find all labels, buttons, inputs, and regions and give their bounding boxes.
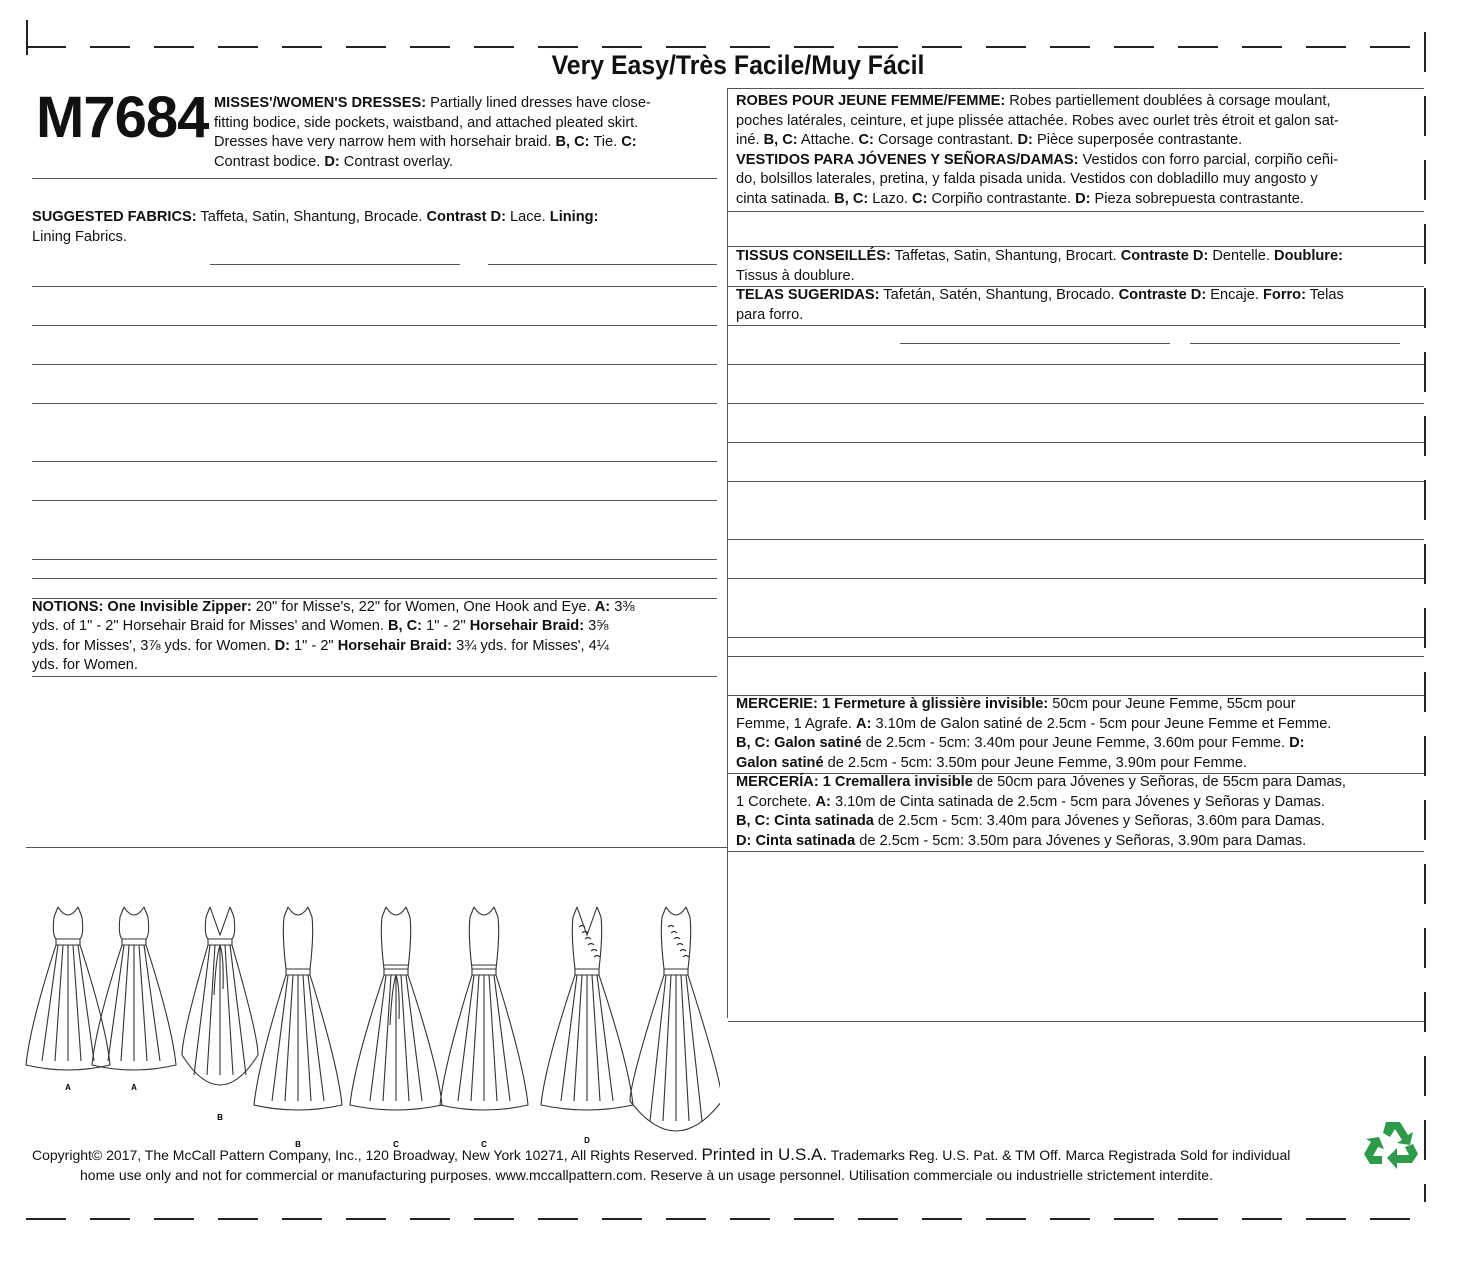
bodice-neckline	[662, 907, 690, 917]
skirt-pleat	[681, 975, 689, 1121]
skirt-pleat	[650, 975, 666, 1121]
rule	[728, 325, 1424, 326]
skirt-pleat	[592, 975, 600, 1101]
top-rule-right	[728, 88, 1424, 89]
rule	[728, 578, 1424, 579]
view-letter: A	[131, 1083, 137, 1092]
skirt-pleat	[663, 975, 671, 1121]
rule	[32, 178, 717, 179]
bodice	[661, 917, 690, 969]
waistband	[286, 969, 310, 975]
suggested-fabrics: SUGGESTED FABRICS: Taffeta, Satin, Shantung, Brocade. Contrast D: Lace. Lining:	[32, 209, 599, 225]
bodice	[469, 917, 498, 969]
rule	[728, 481, 1424, 482]
rule	[728, 442, 1424, 443]
usage-line: home use only and not for commercial or manufacturing purposes. www.mccallpattern.com. Reserve à un usage personnel. Utilisation commerciale ou industrielle strictement interdite.	[80, 1167, 1213, 1183]
lace-mark	[680, 950, 686, 952]
rule	[728, 364, 1424, 365]
lace-mark	[591, 950, 597, 952]
bodice-neckline	[120, 907, 148, 917]
lace-mark	[674, 938, 680, 940]
rule	[32, 500, 717, 501]
skirt-pleat	[383, 975, 391, 1101]
skirt-pleat	[121, 945, 129, 1061]
view-letter: B	[295, 1140, 301, 1149]
bodice-neckline	[470, 907, 498, 917]
lace-mark	[588, 944, 594, 946]
bodice-neckline	[54, 907, 82, 917]
lace-mark	[585, 938, 591, 940]
view-letter: C	[393, 1140, 399, 1149]
notions-es: MERCERÍA: 1 Cremallera invisible de 50cm para Jóvenes y Señoras, de 55cm para Damas, 1 Corchete. A: 3.10m de Cinta satinada de 2.5cm - 5cm para Jóvenes y Señoras y Damas. B, C: Cinta satinada de 2.5cm - 5cm: 3.40m para Jóvenes y Señoras, 3.60m para Damas. D: Cinta satinada de 2.5cm - 5cm: 3.50m para Jóvenes y Señoras, 3.90m para Damas.	[736, 774, 1346, 849]
recycle-icon	[1364, 1118, 1422, 1170]
rule	[728, 1021, 1424, 1022]
rule	[26, 847, 727, 848]
waistband	[208, 939, 232, 945]
suggested-fabrics-cont: Lining Fabrics.	[32, 229, 127, 245]
skirt-pleat	[207, 945, 215, 1075]
rule	[32, 559, 717, 560]
bodice	[572, 917, 601, 969]
waistband	[384, 969, 408, 975]
fabrics-fr-es: TELAS SUGERIDAS: Tafetán, Satén, Shantung, Brocado. Contraste D: Encaje. Forro: Telas	[736, 287, 1344, 303]
rule	[488, 264, 717, 265]
skirt-pleat	[225, 945, 233, 1075]
bodice	[381, 917, 410, 969]
rule	[210, 264, 460, 265]
skirt-pleat	[686, 975, 702, 1121]
column-divider	[727, 88, 728, 1018]
rule	[728, 656, 1424, 657]
bottom-cut-line	[26, 1218, 1426, 1220]
waistband	[575, 969, 599, 975]
lace-mark	[677, 944, 683, 946]
description-fr-es: ROBES POUR JEUNE FEMME/FEMME: Robes partiellement doublées à corsage moulant, poches latérales, ceinture, et jupe plissée attachée. Robes avec ourlet très étroit et galon sat- iné. B, C: Attache. C: Corsage contrastant. D: Pièce superposée contrastante. VESTIDOS PARA JÓVENES Y SEÑORAS/DAMAS: Vestidos con forro parcial, corpiño ceñi- do, bolsillos laterales, pretina, y falda pisada unida. Vestidos con dobladillo muy angosto y cinta satinada. B, C: Lazo. C: Corpiño contrastante. D: Pieza sobrepuesta contrastante.	[736, 93, 1339, 207]
waistband	[664, 969, 688, 975]
lace-mark	[683, 956, 689, 958]
right-cut-line	[1424, 32, 1426, 1202]
pattern-number: M7684	[36, 85, 209, 150]
tie	[390, 975, 399, 1025]
rule	[728, 211, 1424, 212]
skirt-pleat	[55, 945, 63, 1061]
lace-mark	[671, 932, 677, 934]
rule	[900, 343, 1170, 344]
rule	[32, 325, 717, 326]
bodice-neckline	[284, 907, 312, 917]
bodice-neckline	[206, 907, 234, 935]
skirt	[630, 975, 720, 1131]
skirt-pleat	[401, 975, 409, 1101]
rule	[728, 637, 1424, 638]
rule	[728, 539, 1424, 540]
rule	[32, 578, 717, 579]
bodice	[119, 917, 148, 939]
notions: NOTIONS: One Invisible Zipper: 20" for Misse's, 22" for Women, One Hook and Eye. A: 3⅜ yds. of 1" - 2" Horsehair Braid for Misses' and Women. B, C: 1" - 2" Horsehair Braid: 3⅝ yds. for Misses', 3⅞ yds. for Women. D: 1" - 2" Horsehair Braid: 3¾ yds. for Misses', 4¼ yds. for Women.	[32, 598, 635, 673]
bodice-neckline	[573, 907, 601, 935]
dress-illustrations	[20, 895, 720, 1155]
page-title: Very Easy/Très Facile/Muy Fácil	[551, 50, 925, 80]
skirt-pleat	[73, 945, 81, 1061]
rule	[32, 461, 717, 462]
lace-mark	[594, 956, 600, 958]
lace-mark	[582, 932, 588, 934]
tie	[214, 945, 223, 995]
waistband	[122, 939, 146, 945]
copyright-line: Copyright© 2017, The McCall Pattern Company, Inc., 120 Broadway, New York 10271, All Rights Reserved. Printed in U.S.A. Trademarks Reg. U.S. Pat. & TM Off. Marca Registrada Sold for individual	[32, 1145, 1291, 1164]
view-letter: D	[584, 1136, 590, 1145]
skirt-pleat	[285, 975, 293, 1101]
bodice	[53, 917, 82, 939]
rule	[1190, 343, 1400, 344]
fabrics-fr-es: para forro.	[736, 306, 804, 323]
fabrics-fr-es: TISSUS CONSEILLÉS: Taffetas, Satin, Shantung, Brocart. Contraste D: Dentelle. Doublure:	[736, 248, 1343, 264]
bodice	[283, 917, 312, 969]
lace-mark	[579, 926, 585, 928]
skirt-pleat	[139, 945, 147, 1061]
top-cut-line	[26, 46, 1426, 48]
rule	[32, 364, 717, 365]
notions-fr-es: MERCERIE: 1 Fermeture à glissière invisible: 50cm pour Jeune Femme, 55cm pour Femme, 1 Agrafe. A: 3.10m de Galon satiné de 2.5cm - 5cm pour Jeune Femme et Femme. B, C: Galon satiné de 2.5cm - 5cm: 3.40m pour Jeune Femme, 3.60m pour Femme. D: Galon satiné de 2.5cm - 5cm: 3.50m pour Jeune Femme, 3.90m pour Femme.	[736, 696, 1332, 771]
description: MISSES'/WOMEN'S DRESSES: Partially lined dresses have close- fitting bodice, side pockets, waistband, and attached pleated skirt. Dresses have very narrow hem with horsehair braid. B, C: Tie. C: Contrast bodice. D: Contrast overlay.	[214, 95, 651, 170]
left-cut-line	[26, 20, 28, 55]
view-letter: C	[481, 1140, 487, 1149]
rule	[728, 851, 1424, 852]
waistband	[472, 969, 496, 975]
view-letter: B	[217, 1113, 223, 1122]
rule	[32, 403, 717, 404]
bodice-neckline	[382, 907, 410, 917]
rule	[32, 286, 717, 287]
skirt-pleat	[471, 975, 479, 1101]
skirt-pleat	[574, 975, 582, 1101]
view-letter: A	[65, 1083, 71, 1092]
lace-mark	[668, 926, 674, 928]
skirt-pleat	[303, 975, 311, 1101]
waistband	[56, 939, 80, 945]
fabrics-fr-es: Tissus à doublure.	[736, 267, 855, 284]
rule	[728, 403, 1424, 404]
rule	[32, 676, 717, 677]
skirt-pleat	[489, 975, 497, 1101]
